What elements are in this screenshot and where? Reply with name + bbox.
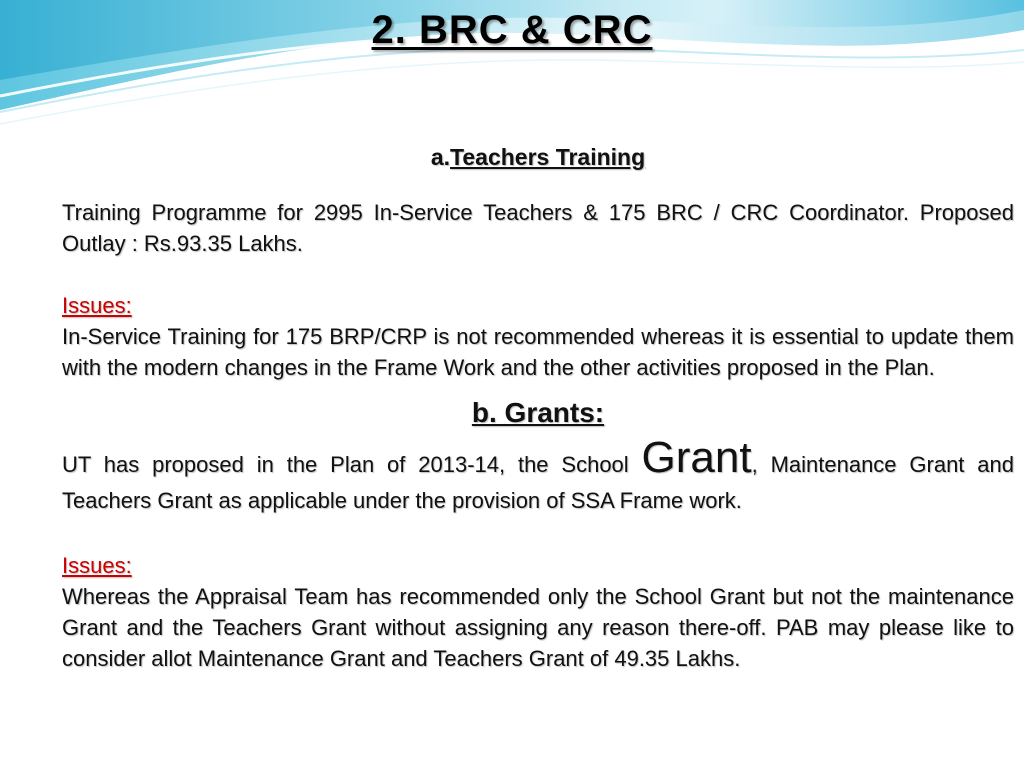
- spacer: [62, 519, 1014, 550]
- section-b-heading: [62, 397, 1014, 428]
- section-b-issues-label: Issues:: [62, 553, 132, 578]
- section-a-issues-text: In-Service Training for 175 BRP/CRP is not recommended whereas it is essential to update them with the modern changes in the Frame Work and the other activities proposed in the Plan.: [62, 324, 1014, 380]
- section-a-heading: [62, 142, 1014, 173]
- section-b-paragraph-start: UT has proposed in the Plan of 2013-14, the School: [62, 452, 642, 477]
- slide-title: [0, 8, 1024, 53]
- section-b-paragraph-end: , Maintenance Grant and Teachers Grant as applicable under the provision of SSA Frame work.: [62, 452, 1014, 513]
- section-b-title: b. Grants:: [471, 397, 605, 428]
- section-a-issues-label: Issues:: [62, 293, 132, 318]
- spacer: [62, 259, 1014, 290]
- section-a-title: Teachers Training: [450, 144, 646, 170]
- slide-title-text: 2. BRC & CRC: [371, 8, 653, 52]
- section-b-paragraph: [62, 433, 1014, 519]
- slide-content: [62, 142, 1014, 674]
- section-b-paragraph-big-word: Grant: [641, 433, 752, 482]
- section-a-paragraph: Training Programme for 2995 In-Service Teachers & 175 BRC / CRC Coordinator. Proposed Outlay : Rs.93.35 Lakhs.: [62, 200, 1014, 256]
- section-a-prefix: a.: [430, 144, 451, 170]
- section-b-issues-text: Whereas the Appraisal Team has recommended only the School Grant but not the maintenance Grant and the Teachers Grant without assigning any reason there-off. PAB may please like to consider allot Maintenance Grant and Teachers Grant of 49.35 Lakhs.: [62, 584, 1014, 671]
